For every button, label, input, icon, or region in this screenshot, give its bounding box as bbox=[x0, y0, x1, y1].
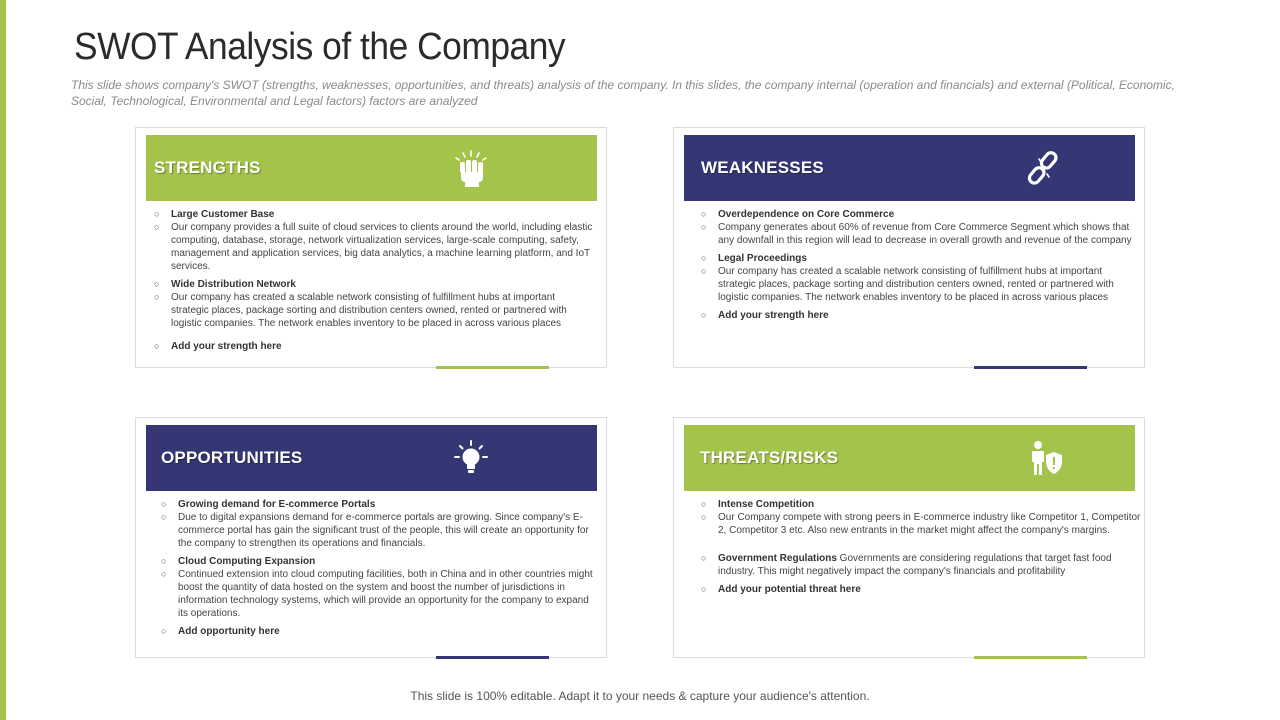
weaknesses-card bbox=[673, 127, 1145, 368]
person-shield-icon bbox=[1024, 438, 1064, 478]
strengths-title: STRENGTHS bbox=[154, 158, 261, 177]
list-item: ○ Add your potential threat here bbox=[701, 584, 861, 595]
list-item: ○ Large Customer Base bbox=[154, 209, 275, 220]
threats-header bbox=[684, 425, 1135, 491]
weaknesses-list bbox=[701, 208, 1141, 322]
lightbulb-icon bbox=[451, 438, 491, 478]
list-item: ○ Company generates about 60% of revenue from Core Commerce Segment which shows that any downfall in this region will lead to decrease in overall growth and revenue of the company bbox=[701, 222, 1132, 246]
list-item: ○ Wide Distribution Network bbox=[154, 279, 296, 290]
list-item: ○ Intense Competition bbox=[701, 499, 815, 510]
list-item: ○ Continued extension into cloud computing facilities, both in China and in other countries might boost the quantity of data hosted on the system and boost the number of jurisdictions in information technology systems, which will provide an opportunity for the company to expand its operations. bbox=[161, 569, 593, 619]
list-item: ○ Our company provides a full suite of cloud services to clients around the world, including elastic computing, database, storage, network virtualization services, large-scale computing, safety, management and application services, big data analytics, a machine learning platform, and IoT services. bbox=[154, 222, 593, 272]
threats-list bbox=[701, 498, 1141, 596]
threats-card bbox=[673, 417, 1145, 658]
page-subtitle: This slide shows company's SWOT (strengths, weaknesses, opportunities, and threats) analysis of the company. In this slides, the company internal (operation and financials) and external (Political, Economic, Social, Technological, Environmental and Legal factors) factors are analyzed bbox=[71, 78, 1175, 108]
list-item: ○ Due to digital expansions demand for e-commerce portals are growing. Since company's E-commerce portal has gain the significant trust of the people, this will create an opportunity for the company to strengthen its operations and financials. bbox=[161, 512, 589, 549]
list-item: ○ Our company has created a scalable network consisting of fulfillment hubs at important strategic places, package sorting and distribution centers owned, rented or partnered with logistic companies. The network enables inventory to be placed in across various places bbox=[701, 266, 1114, 303]
strengths-card bbox=[135, 127, 607, 368]
list-item: ○ Add your strength here bbox=[701, 310, 829, 321]
threats-accent-line bbox=[974, 656, 1087, 659]
opportunities-title: OPPORTUNITIES bbox=[161, 448, 303, 467]
list-item: ○ Legal Proceedings bbox=[701, 253, 807, 264]
list-item: ○ Growing demand for E-commerce Portals bbox=[161, 499, 376, 510]
threats-title: THREATS/RISKS bbox=[700, 448, 839, 467]
list-item: ○ Add your strength here bbox=[154, 341, 282, 352]
list-item: ○ Cloud Computing Expansion bbox=[161, 556, 316, 567]
list-item: ○ Government Regulations Governments are considering regulations that target fast food industry. This might negatively impact the company's financials and profitability bbox=[701, 553, 1112, 577]
list-item: ○ Overdependence on Core Commerce bbox=[701, 209, 895, 220]
opportunities-header bbox=[146, 425, 597, 491]
left-accent-bar bbox=[0, 0, 6, 720]
page-title: SWOT Analysis of the Company bbox=[74, 26, 566, 68]
list-item: ○ Add opportunity here bbox=[161, 626, 280, 637]
opportunities-list bbox=[161, 498, 601, 638]
strengths-accent-line bbox=[436, 366, 549, 369]
list-item: ○ Our company has created a scalable network consisting of fulfillment hubs at important strategic places, package sorting and distribution centers owned, rented or partnered with logistic companies. The network enables inventory to be placed in across various places bbox=[154, 292, 567, 329]
weaknesses-title: WEAKNESSES bbox=[701, 158, 824, 177]
fist-icon bbox=[451, 148, 491, 188]
weaknesses-accent-line bbox=[974, 366, 1087, 369]
opportunities-card bbox=[135, 417, 607, 658]
footer-note: This slide is 100% editable. Adapt it to your needs & capture your audience's attention. bbox=[410, 689, 870, 703]
strengths-list bbox=[154, 208, 594, 353]
opportunities-accent-line bbox=[436, 656, 549, 659]
list-item: ○ Our Company compete with strong peers in E-commerce industry like Competitor 1, Competitor 2, Competitor 3 etc. Also new entrants in the market might affect the company's margins. bbox=[701, 512, 1141, 536]
broken-chain-icon bbox=[1024, 148, 1064, 188]
weaknesses-header bbox=[684, 135, 1135, 201]
strengths-header bbox=[146, 135, 597, 201]
